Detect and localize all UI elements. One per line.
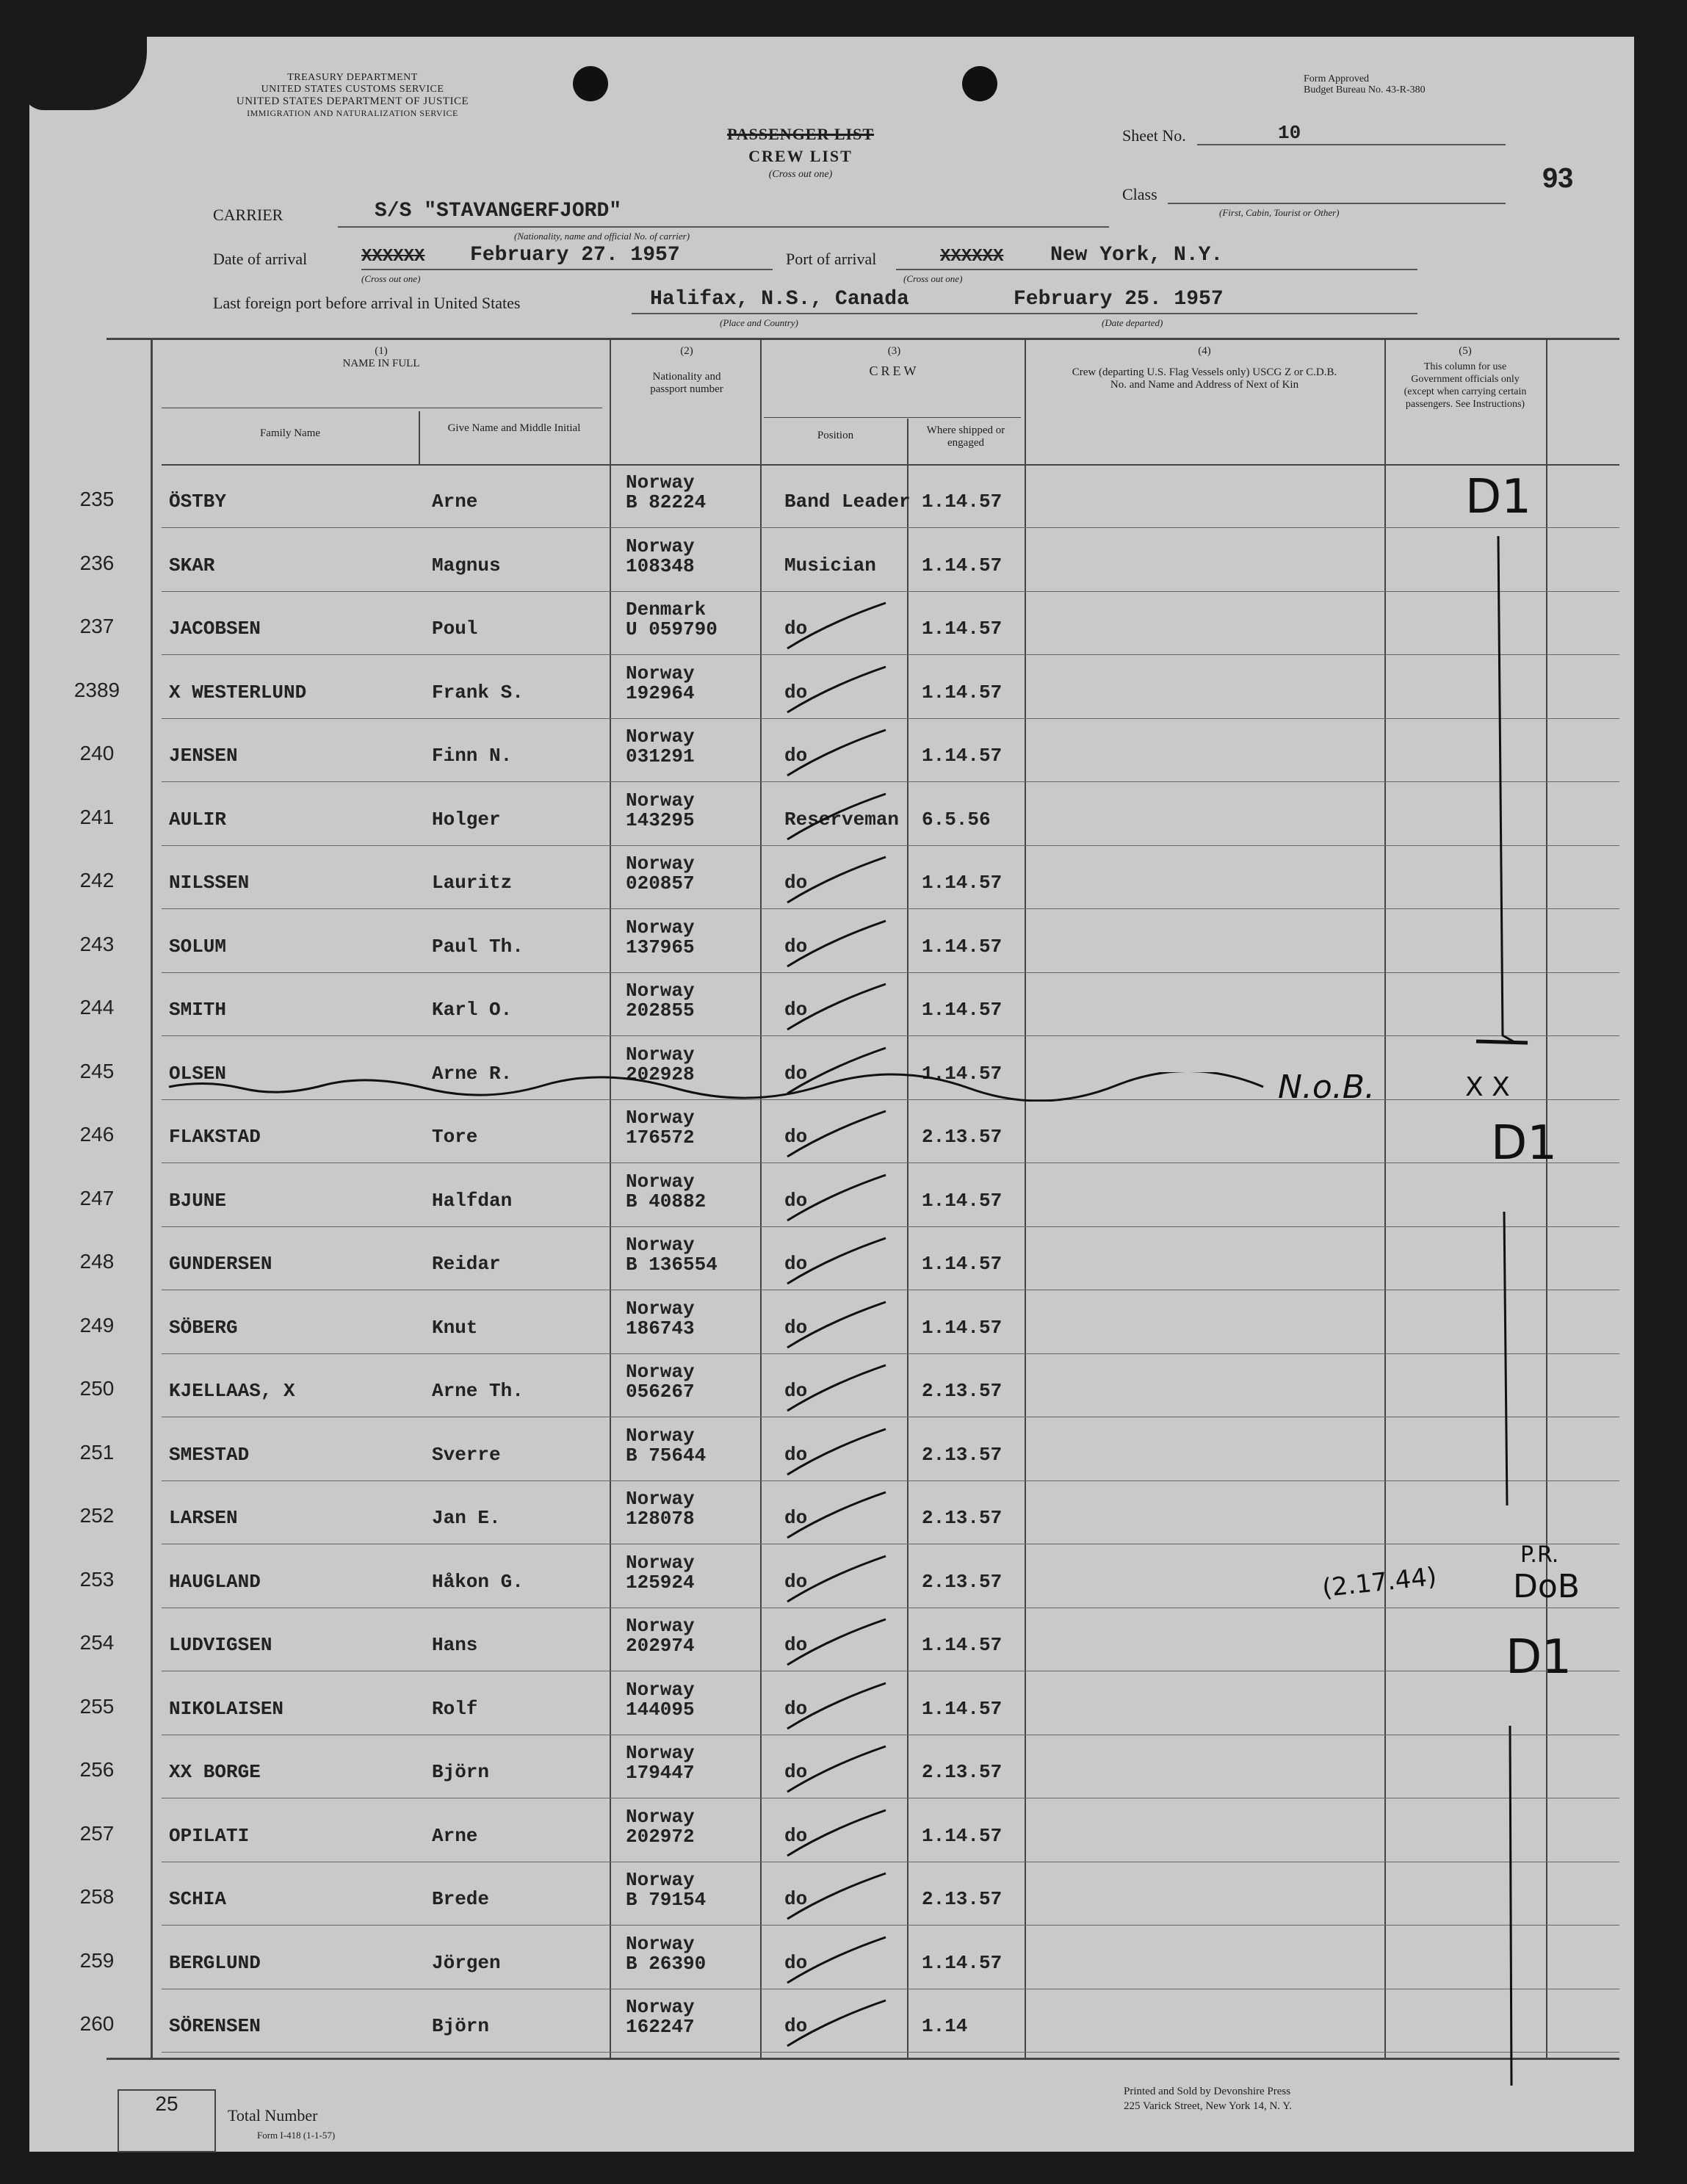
col3-title: CREW — [869, 364, 920, 378]
position-check-mark — [786, 1743, 889, 1795]
place-note: (Place and Country) — [720, 317, 798, 328]
position-check-mark — [786, 1870, 889, 1922]
row-number: 254 — [79, 1631, 115, 1654]
where-shipped: 1.14.57 — [922, 491, 1003, 513]
position-check-mark — [786, 1934, 889, 1986]
row-number: 2389 — [73, 679, 120, 701]
row-rule — [162, 1353, 1619, 1354]
last-port-line — [632, 313, 1417, 314]
crew-position: do — [784, 1571, 808, 1593]
given-name: Arne R. — [432, 1063, 513, 1085]
row-number: 249 — [79, 1314, 115, 1337]
port-cross-note: (Cross out one) — [903, 273, 963, 284]
crew-position: do — [784, 1952, 808, 1974]
position-check-mark — [786, 1616, 889, 1668]
row-number: 245 — [79, 1060, 115, 1082]
given-name: Hans — [432, 1634, 478, 1656]
where-shipped: 1.14.57 — [922, 1825, 1003, 1847]
crew-list-title: CREW LIST — [748, 147, 853, 165]
table-bottom-rule — [106, 2058, 1619, 2060]
passenger-list-struck: PASSENGER LIST — [726, 125, 875, 143]
crew-position: do — [784, 1761, 808, 1783]
family-name: SMITH — [169, 999, 227, 1021]
row-number: 240 — [79, 742, 115, 764]
sheet-number: 10 — [1278, 122, 1301, 144]
nationality: Norway — [626, 1044, 695, 1066]
where-shipped: 6.5.56 — [922, 809, 991, 831]
crew-position: Band Leader — [784, 491, 911, 513]
punch-hole-right — [962, 66, 997, 101]
position-check-mark — [786, 1108, 889, 1160]
form-approval-note — [1304, 73, 1426, 95]
row-number: 248 — [79, 1250, 115, 1273]
total-number-box: 25 — [118, 2089, 216, 2152]
family-name: HAUGLAND — [169, 1571, 261, 1593]
budget-bureau: Budget Bureau No. 43-R-380 — [1304, 84, 1426, 95]
where-shipped: 1.14.57 — [922, 936, 1003, 958]
col5-title: This column for use Government officials only (except when carrying certain passengers. See Instructions) — [1404, 361, 1527, 410]
position-check-mark — [786, 1235, 889, 1287]
row-rule — [162, 1035, 1619, 1036]
page-number: 93 — [1542, 163, 1574, 194]
crew-position: do — [784, 999, 808, 1021]
col-2-3 — [760, 338, 762, 2060]
family-name: FLAKSTAD — [169, 1126, 261, 1148]
carrier-note: (Nationality, name and official No. of carrier) — [514, 231, 690, 242]
given-name: Sverre — [432, 1444, 501, 1466]
annotation-d1-bottom: D1 — [1506, 1630, 1572, 1685]
crew-position: do — [784, 1253, 808, 1275]
nationality: Norway — [626, 535, 695, 557]
port-value: New York, N.Y. — [1050, 244, 1224, 267]
family-name: SKAR — [169, 554, 215, 576]
position-check-mark — [786, 1172, 889, 1223]
row-number: 236 — [79, 552, 115, 574]
row-number: 257 — [79, 1822, 115, 1845]
position-check-mark — [786, 664, 889, 715]
where-shipped: 2.13.57 — [922, 1507, 1003, 1529]
row-number: 237 — [79, 615, 115, 637]
row-number: 251 — [79, 1441, 115, 1464]
where-shipped: 2.13.57 — [922, 1126, 1003, 1148]
family-name: OLSEN — [169, 1063, 227, 1085]
row-number: 252 — [79, 1504, 115, 1527]
nationality: Norway — [626, 1742, 695, 1764]
col3-header — [764, 345, 1025, 377]
row-number: 246 — [79, 1123, 115, 1146]
list-cross-out-note: (Cross out one) — [768, 169, 833, 180]
row-number: 253 — [79, 1568, 115, 1591]
row-number: 256 — [79, 1758, 115, 1781]
sheet-label: Sheet No. — [1122, 126, 1186, 145]
passport-number: 202974 — [626, 1635, 695, 1657]
carrier-label: CARRIER — [213, 206, 283, 224]
crew-position: do — [784, 1634, 808, 1656]
crew-position: Reserveman — [784, 809, 900, 831]
col4-title: Crew (departing U.S. Flag Vessels only) USCG Z or C.D.B. No. and Name and Address of Next of Kin — [1072, 366, 1337, 391]
col-given — [419, 411, 420, 465]
arrival-label: Date of arrival — [213, 250, 308, 268]
nationality: Norway — [626, 1488, 695, 1510]
row-rule — [162, 908, 1619, 909]
annotation-vertical-lines — [1469, 536, 1557, 2100]
given-name: Paul Th. — [432, 936, 524, 958]
row-number: 258 — [79, 1885, 115, 1908]
position-check-mark — [786, 854, 889, 905]
nationality: Norway — [626, 1679, 695, 1701]
where-shipped: 1.14.57 — [922, 1063, 1003, 1085]
family-name: GUNDERSEN — [169, 1253, 272, 1275]
passport-number: 020857 — [626, 872, 695, 894]
form-number: Form I-418 (1-1-57) — [257, 2130, 336, 2141]
position-check-mark — [786, 1553, 889, 1605]
col2-number: (2) — [680, 345, 693, 357]
given-name: Frank S. — [432, 681, 524, 704]
row-number: 250 — [79, 1377, 115, 1400]
nationality: Norway — [626, 1933, 695, 1955]
position-check-mark — [786, 1362, 889, 1414]
given-name: Arne — [432, 1825, 478, 1847]
where-shipped: 1.14.57 — [922, 1952, 1003, 1974]
where-shipped: 1.14.57 — [922, 554, 1003, 576]
passport-number: B 79154 — [626, 1889, 707, 1911]
annotation-date: (2.17.44) — [1321, 1561, 1438, 1604]
row-rule — [162, 781, 1619, 782]
table-top-rule — [106, 338, 1619, 340]
col-4-5 — [1384, 338, 1386, 2060]
given-name: Brede — [432, 1888, 490, 1910]
family-name: OPILATI — [169, 1825, 250, 1847]
passport-number: 144095 — [626, 1699, 695, 1721]
given-name: Poul — [432, 618, 478, 640]
col3-position-header: Position — [817, 430, 854, 441]
where-shipped: 1.14.57 — [922, 872, 1003, 894]
passport-number: 137965 — [626, 936, 695, 958]
given-name: Knut — [432, 1317, 478, 1339]
given-name: Håkon G. — [432, 1571, 524, 1593]
annotation-x-mark: X X — [1465, 1072, 1510, 1102]
where-shipped: 1.14.57 — [922, 1698, 1003, 1720]
where-shipped: 1.14.57 — [922, 1634, 1003, 1656]
crew-position: do — [784, 1888, 808, 1910]
position-check-mark — [786, 1807, 889, 1859]
col2-title: Nationality and passport number — [650, 371, 723, 395]
class-line — [1168, 203, 1506, 204]
position-check-mark — [786, 981, 889, 1033]
crew-position: do — [784, 1507, 808, 1529]
passport-number: 179447 — [626, 1762, 695, 1784]
col-left — [151, 338, 153, 2060]
position-check-mark — [786, 1997, 889, 2049]
given-name: Karl O. — [432, 999, 513, 1021]
given-name: Lauritz — [432, 872, 513, 894]
arrival-struck: XXXXXX — [361, 247, 425, 267]
given-name: Reidar — [432, 1253, 501, 1275]
where-shipped: 1.14.57 — [922, 1317, 1003, 1339]
agency-line-1: TREASURY DEPARTMENT — [287, 72, 418, 83]
family-name: KJELLAAS, X — [169, 1380, 295, 1402]
crew-position: do — [784, 872, 808, 894]
crew-sub-rule — [764, 417, 1021, 418]
passport-number: 202855 — [626, 999, 695, 1022]
passport-number: 056267 — [626, 1381, 695, 1403]
annotation-dob: DoB — [1513, 1568, 1580, 1605]
nationality: Norway — [626, 916, 695, 939]
carrier-value: S/S "STAVANGERFJORD" — [375, 200, 622, 223]
last-port-label: Last foreign port before arrival in United States — [213, 294, 521, 312]
crew-position: do — [784, 1698, 808, 1720]
row-number: 259 — [79, 1949, 115, 1972]
where-shipped: 2.13.57 — [922, 1380, 1003, 1402]
arrival-line — [361, 269, 773, 270]
given-name: Magnus — [432, 554, 501, 576]
row-rule — [162, 718, 1619, 719]
passport-number: 186743 — [626, 1317, 695, 1339]
form-approved: Form Approved — [1304, 73, 1370, 84]
where-shipped: 1.14.57 — [922, 1253, 1003, 1275]
row-rule — [162, 972, 1619, 973]
where-shipped: 1.14.57 — [922, 618, 1003, 640]
carrier-line — [338, 226, 1109, 228]
agency-header — [198, 72, 507, 119]
where-shipped: 1.14.57 — [922, 1190, 1003, 1212]
nationality: Norway — [626, 726, 695, 748]
position-check-mark — [786, 1426, 889, 1478]
family-name: LARSEN — [169, 1507, 238, 1529]
col4-number: (4) — [1198, 345, 1211, 357]
given-name: Tore — [432, 1126, 478, 1148]
where-shipped: 2.13.57 — [922, 1444, 1003, 1466]
given-name: Jan E. — [432, 1507, 501, 1529]
passport-number: B 40882 — [626, 1190, 707, 1212]
port-line — [896, 269, 1417, 270]
family-name: SCHIA — [169, 1888, 227, 1910]
col5-header — [1388, 345, 1542, 411]
annotation-d1-mid: D1 — [1491, 1116, 1557, 1171]
crew-position: do — [784, 1190, 808, 1212]
row-rule — [162, 845, 1619, 846]
passport-number: 176572 — [626, 1127, 695, 1149]
departed-value: February 25. 1957 — [1014, 288, 1224, 311]
row-rule — [162, 591, 1619, 592]
crew-position: do — [784, 1317, 808, 1339]
col3-number: (3) — [887, 345, 901, 357]
col1-given-header: Give Name and Middle Initial — [447, 422, 581, 434]
nationality: Norway — [626, 1869, 695, 1891]
punch-hole-left — [573, 66, 608, 101]
crew-position: do — [784, 745, 808, 767]
family-name: SÖBERG — [169, 1317, 238, 1339]
where-shipped: 1.14.57 — [922, 745, 1003, 767]
family-name: SMESTAD — [169, 1444, 250, 1466]
nationality: Norway — [626, 1552, 695, 1574]
passport-number: 031291 — [626, 745, 695, 767]
given-name: Holger — [432, 809, 501, 831]
nationality: Norway — [626, 1361, 695, 1383]
col2-header — [617, 345, 756, 396]
where-shipped: 2.13.57 — [922, 1888, 1003, 1910]
passport-number: B 26390 — [626, 1953, 707, 1975]
where-shipped: 1.14.57 — [922, 999, 1003, 1021]
position-check-mark — [786, 1680, 889, 1732]
row-number: 241 — [79, 806, 115, 828]
passport-number: B 82224 — [626, 491, 707, 513]
crew-position: do — [784, 1444, 808, 1466]
printer-line-1: Printed and Sold by Devonshire Press — [1124, 2086, 1291, 2097]
position-check-mark — [786, 600, 889, 651]
torn-corner — [22, 29, 147, 110]
passport-number: 143295 — [626, 809, 695, 831]
crew-position: do — [784, 1063, 808, 1085]
row-rule — [162, 1162, 1619, 1163]
crew-position: do — [784, 1126, 808, 1148]
row-number: 247 — [79, 1187, 115, 1209]
nationality: Norway — [626, 1996, 695, 2018]
position-check-mark — [786, 727, 889, 778]
sheet-line — [1197, 144, 1506, 145]
last-port-value: Halifax, N.S., Canada — [650, 288, 909, 311]
crew-position: do — [784, 1825, 808, 1847]
given-name: Björn — [432, 1761, 490, 1783]
family-name: X WESTERLUND — [169, 681, 307, 704]
crew-position: do — [784, 681, 808, 704]
passport-number: B 75644 — [626, 1444, 707, 1467]
family-name: BERGLUND — [169, 1952, 261, 1974]
nationality: Norway — [626, 1234, 695, 1256]
family-name: JACOBSEN — [169, 618, 261, 640]
position-check-mark — [786, 1299, 889, 1350]
crew-position: do — [784, 618, 808, 640]
given-name: Rolf — [432, 1698, 478, 1720]
row-245-strike — [162, 1072, 1307, 1102]
position-check-mark — [786, 1489, 889, 1541]
given-name: Jörgen — [432, 1952, 501, 1974]
row-rule — [162, 654, 1619, 655]
nationality: Norway — [626, 1298, 695, 1320]
arrival-cross-note: (Cross out one) — [361, 273, 421, 284]
family-name: XX BORGE — [169, 1761, 261, 1783]
crew-position: do — [784, 1380, 808, 1402]
family-name: NILSSEN — [169, 872, 250, 894]
col3-where-header: Where shipped or engaged — [926, 424, 1005, 449]
nationality: Norway — [626, 1171, 695, 1193]
row-number: 255 — [79, 1695, 115, 1718]
crew-position: Musician — [784, 554, 876, 576]
given-name: Arne — [432, 491, 478, 513]
nationality: Norway — [626, 1425, 695, 1447]
given-name: Arne Th. — [432, 1380, 524, 1402]
row-number: 235 — [79, 488, 115, 510]
row-number: 242 — [79, 869, 115, 892]
where-shipped: 1.14 — [922, 2015, 968, 2037]
col-1-2 — [610, 338, 611, 2060]
position-check-mark — [786, 918, 889, 969]
family-name: ÖSTBY — [169, 491, 227, 513]
passport-number: 202928 — [626, 1063, 695, 1085]
agency-line-2: UNITED STATES CUSTOMS SERVICE — [261, 84, 444, 95]
family-name: SOLUM — [169, 936, 227, 958]
col1-family-header: Family Name — [259, 427, 321, 439]
passport-number: B 136554 — [626, 1254, 718, 1276]
position-check-mark — [786, 791, 889, 842]
passport-number: 108348 — [626, 555, 695, 577]
nationality: Norway — [626, 662, 695, 684]
where-shipped: 2.13.57 — [922, 1571, 1003, 1593]
given-name: Finn N. — [432, 745, 513, 767]
where-shipped: 1.14.57 — [922, 681, 1003, 704]
crew-position: do — [784, 936, 808, 958]
nationality: Norway — [626, 1615, 695, 1637]
passport-number: U 059790 — [626, 618, 718, 640]
col4-header — [1036, 345, 1373, 391]
given-name: Halfdan — [432, 1190, 513, 1212]
crew-position: do — [784, 2015, 808, 2037]
passport-number: 192964 — [626, 682, 695, 704]
annotation-nob: N.o.B. — [1278, 1069, 1375, 1106]
col1-title: NAME IN FULL — [342, 358, 420, 369]
passport-number: 125924 — [626, 1572, 695, 1594]
printer-line-2: 225 Varick Street, New York 14, N. Y. — [1124, 2100, 1292, 2112]
annotation-pr: P.R. — [1520, 1542, 1559, 1568]
row-number: 243 — [79, 933, 115, 955]
nationality: Norway — [626, 980, 695, 1002]
row-rule — [162, 1925, 1619, 1926]
family-name: LUDVIGSEN — [169, 1634, 272, 1656]
family-name: AULIR — [169, 809, 227, 831]
where-shipped: 2.13.57 — [922, 1761, 1003, 1783]
agency-line-3: UNITED STATES DEPARTMENT OF JUSTICE — [236, 95, 469, 107]
crew-list-form — [29, 37, 1634, 2152]
header-bottom-rule — [162, 464, 1619, 466]
given-name: Björn — [432, 2015, 490, 2037]
row-number: 244 — [79, 996, 115, 1019]
nationality: Norway — [626, 1806, 695, 1828]
class-note: (First, Cabin, Tourist or Other) — [1219, 207, 1340, 218]
family-name: BJUNE — [169, 1190, 227, 1212]
family-name: JENSEN — [169, 745, 238, 767]
col1-header — [153, 345, 610, 370]
family-name: SÖRENSEN — [169, 2015, 261, 2037]
nationality: Norway — [626, 471, 695, 493]
row-rule — [162, 2052, 1619, 2053]
col1-number: (1) — [375, 345, 388, 357]
passport-number: 162247 — [626, 2016, 695, 2038]
nationality: Norway — [626, 853, 695, 875]
nationality: Norway — [626, 789, 695, 811]
agency-line-4: IMMIGRATION AND NATURALIZATION SERVICE — [247, 108, 458, 118]
family-name: NIKOLAISEN — [169, 1698, 284, 1720]
port-label: Port of arrival — [786, 250, 877, 268]
col5-number: (5) — [1459, 345, 1472, 357]
port-struck: XXXXXX — [940, 247, 1004, 267]
row-number: 260 — [79, 2012, 115, 2035]
departed-note: (Date departed) — [1102, 317, 1163, 328]
nationality: Denmark — [626, 599, 707, 621]
col-pos — [907, 419, 908, 2060]
row-rule — [162, 527, 1619, 528]
passport-number: 128078 — [626, 1508, 695, 1530]
row-rule — [162, 1480, 1619, 1481]
passport-number: 202972 — [626, 1826, 695, 1848]
total-number-label: Total Number — [228, 2106, 318, 2125]
arrival-value: February 27. 1957 — [470, 244, 680, 267]
col-3-4 — [1025, 338, 1026, 2060]
nationality: Norway — [626, 1107, 695, 1129]
class-label: Class — [1122, 185, 1157, 203]
row-rule — [162, 1226, 1619, 1227]
annotation-d1-top: D1 — [1465, 470, 1531, 524]
